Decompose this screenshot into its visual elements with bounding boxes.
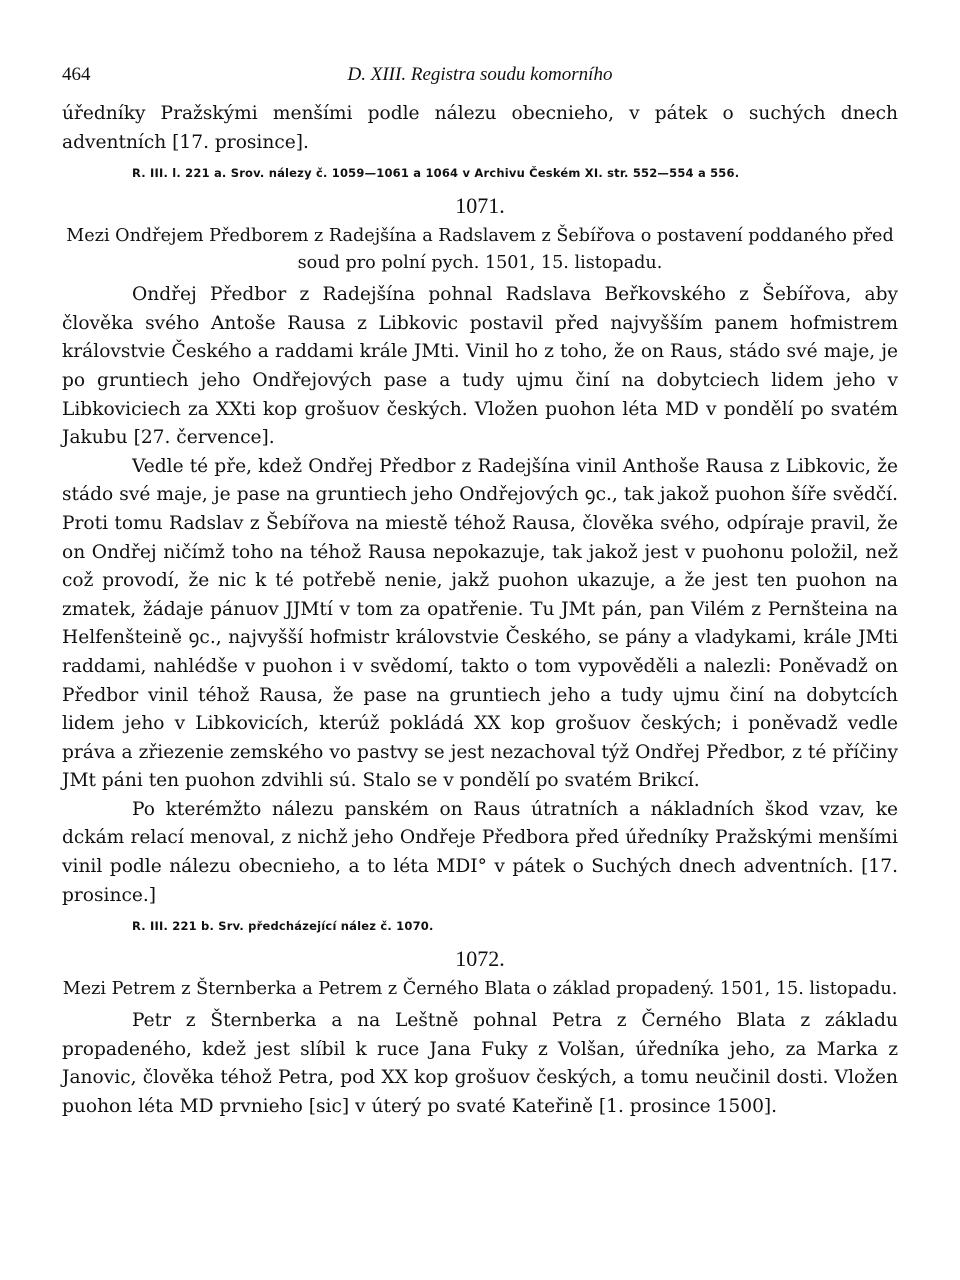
body-paragraph: Vedle té pře, kdež Ondřej Předbor z Radejšína vinil Anthoše Rausa z Libkovic, že stádo své maje, je pase na gruntiech jeho Ondřejových ꝯc., tak jakož puohon šíře svědčí. Proti tomu Radslav z Šebířova na miestě téhož Rausa, člověka svého, odpíraje pravil, že on Ondřej ničímž toho na téhož Rausa nepokazuje, tak jakož jest v puohonu položil, než což provodí, že nic k té potřebě nenie, jakž puohon ukazuje, a že jest ten puohon na zmatek, žádaje pánuov JJMtí v tom za opatřenie. Tu JMt pán, pan Vilém z Pernšteina na Helfenšteině ꝯc., najvyšší hofmistr královstvie Českého, se pány a vladykami, krále JMti raddami, nahlédše v puohon i v svědomí, takto o tom vypověděli a nalezli: Poněvadž on Předbor vinil téhož Rausa, že pase na gruntiech jeho a tudy ujmu činí na dobytcích lidem jeho v Libkovicích, kterúž pokládá XX kop grošuov českých; i poněvadž vedle práva a zřiezenie zemského vo pastvy se jest nezachoval týž Ondřej Předbor, z té příčiny JMt páni ten puohon zdvihli sú. Stalo se v pondělí po svatém Brikcí. bbox=[62, 455, 898, 792]
running-header bbox=[62, 60, 898, 100]
entry-number: 1072. bbox=[455, 946, 505, 972]
entry-heading: Mezi Ondřejem Předborem z Radejšína a Radslavem z Šebířova o postavení poddaného před soud pro polní pych. 1501, 15. listopadu. bbox=[66, 226, 894, 274]
source-note: R. III. l. 221 a. Srov. nálezy č. 1059—1061 a 1064 v Archivu Českém XI. str. 552—554 a 556. bbox=[132, 166, 740, 181]
document-page bbox=[62, 60, 898, 1250]
running-title: D. XIII. Registra soudu komorního bbox=[347, 64, 613, 85]
body-paragraph: Petr z Šternberka a na Leštně pohnal Petra z Černého Blata z základu propadeného, kdež jest slíbil k ruce Jana Fuky z Volšan, úředníka jeho, za Marka z Janovic, člověka téhož Petra, pod XX kop grošuov českých, a tomu neučinil dosti. Vložen puohon léta MD prvnieho [sic] v úterý po svaté Kateřině [1. prosince 1500]. bbox=[62, 1010, 898, 1118]
body-paragraph: Ondřej Předbor z Radejšína pohnal Radslava Beřkovského z Šebířova, aby člověka svého Antoše Rausa z Libkovic postavil před najvyšším panem hofmistrem královstvie Českého a raddami krále JMti. Vinil ho z toho, že on Raus, stádo své maje, je po gruntiech jeho Ondřejových pase a tudy ujmu činí na dobytciech lidem jeho v Libkoviciech za XXti kop grošuov českých. Vložen puohon léta MD v pondělí po svatém Jakubu [27. července]. bbox=[62, 284, 898, 449]
page-number: 464 bbox=[62, 64, 91, 85]
entry-number: 1071. bbox=[455, 193, 505, 219]
entry-heading: Mezi Petrem z Šternberka a Petrem z Černého Blata o základ propadený. 1501, 15. listopadu. bbox=[62, 979, 898, 1000]
carryover-paragraph: úředníky Pražskými menšími podle nálezu obecnieho, v pátek o suchých dnech adventních [17. prosince]. bbox=[62, 103, 898, 153]
entry-1072 bbox=[62, 945, 898, 1121]
source-note: R. III. 221 b. Srv. předcházející nález č. 1070. bbox=[132, 919, 434, 934]
body-paragraph: Po kterémžto nálezu panském on Raus útratních a nákladních škod vzav, ke dckám relací menoval, z nichž jeho Ondřeje Předbora před úředníky Pražskými menšími vinil podle nálezu obecnieho, a to léta MDI° v pátek o Suchých dnech adventních. [17. prosince.] bbox=[62, 798, 898, 906]
entry-1071 bbox=[62, 192, 898, 935]
